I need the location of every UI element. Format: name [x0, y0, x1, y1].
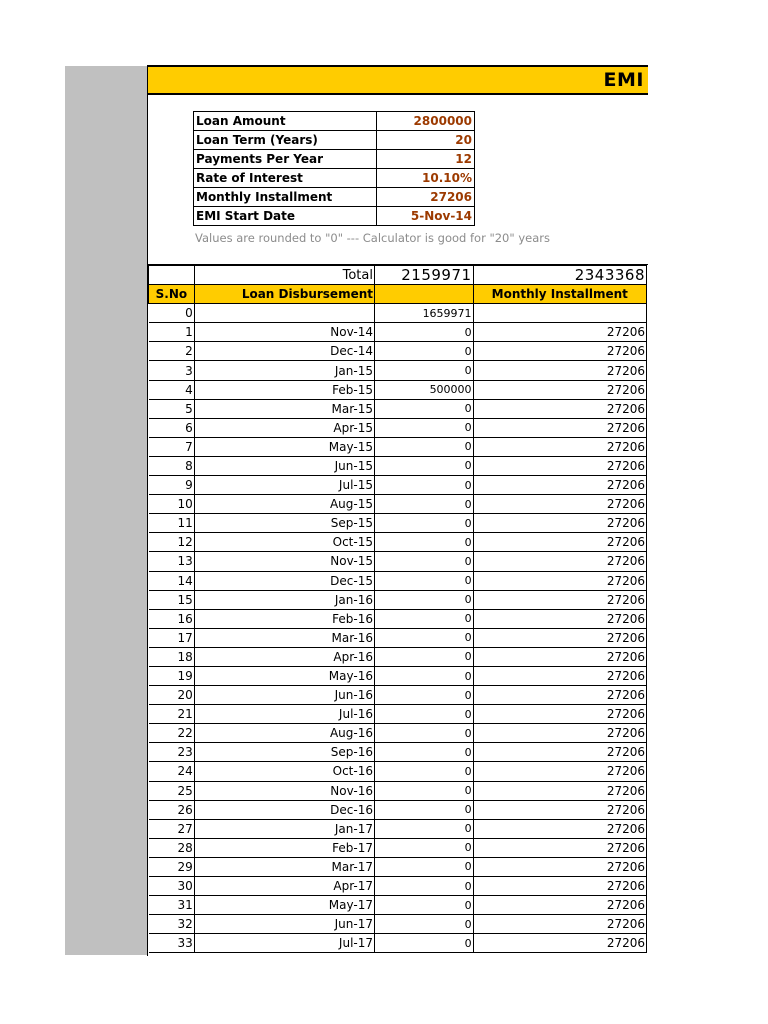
installment-cell[interactable]: 27206	[473, 552, 646, 571]
date-cell[interactable]: Nov-14	[194, 323, 374, 342]
disbursement-cell[interactable]: 0	[375, 686, 474, 705]
disbursement-cell[interactable]: 0	[375, 399, 474, 418]
disbursement-cell[interactable]: 0	[375, 590, 474, 609]
disbursement-cell[interactable]: 0	[375, 476, 474, 495]
sno-cell[interactable]: 26	[149, 800, 195, 819]
date-cell[interactable]: Sep-15	[194, 514, 374, 533]
date-cell[interactable]: Dec-15	[194, 571, 374, 590]
disbursement-cell[interactable]: 0	[375, 781, 474, 800]
disbursement-cell[interactable]: 0	[375, 533, 474, 552]
sno-cell[interactable]: 28	[149, 838, 195, 857]
installment-cell[interactable]: 27206	[473, 686, 646, 705]
table-row	[149, 533, 647, 552]
title-bar	[148, 65, 648, 95]
header-disbursement[interactable]: Loan Disbursement	[194, 285, 374, 304]
sno-cell[interactable]: 20	[149, 686, 195, 705]
param-value[interactable]: 2800000	[377, 112, 475, 131]
installment-cell[interactable]: 27206	[473, 934, 646, 953]
disbursement-cell[interactable]: 0	[375, 896, 474, 915]
table-row	[149, 934, 647, 953]
param-label[interactable]: Rate of Interest	[194, 169, 377, 188]
header-installment[interactable]: Monthly Installment	[473, 285, 646, 304]
param-label[interactable]: Monthly Installment	[194, 188, 377, 207]
disbursement-cell[interactable]: 0	[375, 361, 474, 380]
table-row	[149, 877, 647, 896]
sno-cell[interactable]: 1	[149, 323, 195, 342]
param-row	[194, 112, 475, 131]
sno-cell[interactable]: 16	[149, 609, 195, 628]
installment-cell[interactable]: 27206	[473, 724, 646, 743]
disbursement-cell[interactable]: 0	[375, 514, 474, 533]
table-row	[149, 915, 647, 934]
date-cell[interactable]: May-15	[194, 437, 374, 456]
param-value[interactable]: 20	[377, 131, 475, 150]
disbursement-cell[interactable]: 0	[375, 571, 474, 590]
sno-cell[interactable]: 25	[149, 781, 195, 800]
param-value[interactable]: 5-Nov-14	[377, 207, 475, 226]
disbursement-cell[interactable]: 1659971	[375, 304, 474, 323]
param-label[interactable]: Payments Per Year	[194, 150, 377, 169]
disbursement-cell[interactable]: 0	[375, 915, 474, 934]
date-cell[interactable]: Dec-14	[194, 342, 374, 361]
emi-sheet	[147, 65, 647, 956]
installment-cell[interactable]: 27206	[473, 342, 646, 361]
table-row	[149, 590, 647, 609]
installment-cell[interactable]: 27206	[473, 800, 646, 819]
sno-cell[interactable]: 27	[149, 819, 195, 838]
installment-cell[interactable]: 27206	[473, 456, 646, 475]
sno-cell[interactable]: 14	[149, 571, 195, 590]
date-cell[interactable]: Jul-16	[194, 705, 374, 724]
installment-cell[interactable]: 27206	[473, 877, 646, 896]
sno-cell[interactable]: 17	[149, 628, 195, 647]
date-cell[interactable]: Aug-15	[194, 495, 374, 514]
disbursement-cell[interactable]: 0	[375, 877, 474, 896]
sno-cell[interactable]: 32	[149, 915, 195, 934]
date-cell[interactable]: Mar-16	[194, 628, 374, 647]
disbursement-cell[interactable]: 0	[375, 456, 474, 475]
sno-cell[interactable]: 21	[149, 705, 195, 724]
table-row	[149, 819, 647, 838]
param-label[interactable]: EMI Start Date	[194, 207, 377, 226]
sno-cell[interactable]: 33	[149, 934, 195, 953]
date-cell[interactable]: Nov-16	[194, 781, 374, 800]
disbursement-cell[interactable]: 0	[375, 705, 474, 724]
left-gutter	[65, 66, 147, 955]
sno-cell[interactable]: 5	[149, 399, 195, 418]
installment-cell[interactable]: 27206	[473, 514, 646, 533]
disbursement-cell[interactable]: 0	[375, 495, 474, 514]
table-row	[149, 800, 647, 819]
date-cell[interactable]	[194, 304, 374, 323]
date-cell[interactable]: Jun-16	[194, 686, 374, 705]
installment-cell[interactable]: 27206	[473, 361, 646, 380]
date-cell[interactable]: Jan-15	[194, 361, 374, 380]
sno-cell[interactable]: 19	[149, 666, 195, 685]
installment-cell[interactable]: 27206	[473, 647, 646, 666]
sno-cell[interactable]: 11	[149, 514, 195, 533]
total-installment[interactable]: 2343368	[473, 266, 646, 285]
date-cell[interactable]: Jan-16	[194, 590, 374, 609]
table-row	[149, 304, 647, 323]
date-cell[interactable]: Feb-15	[194, 380, 374, 399]
installment-cell[interactable]: 27206	[473, 838, 646, 857]
sno-cell[interactable]: 7	[149, 437, 195, 456]
date-cell[interactable]: May-16	[194, 666, 374, 685]
date-cell[interactable]: Apr-16	[194, 647, 374, 666]
table-row	[149, 323, 647, 342]
table-row	[149, 705, 647, 724]
sno-cell[interactable]: 9	[149, 476, 195, 495]
header-row	[149, 285, 647, 304]
disbursement-cell[interactable]: 0	[375, 743, 474, 762]
date-cell[interactable]: Feb-17	[194, 838, 374, 857]
param-label[interactable]: Loan Term (Years)	[194, 131, 377, 150]
date-cell[interactable]: Jan-17	[194, 819, 374, 838]
disbursement-cell[interactable]: 0	[375, 323, 474, 342]
disbursement-cell[interactable]: 0	[375, 762, 474, 781]
table-row	[149, 609, 647, 628]
date-cell[interactable]: Mar-17	[194, 857, 374, 876]
param-value[interactable]: 12	[377, 150, 475, 169]
installment-cell[interactable]: 27206	[473, 590, 646, 609]
installment-cell[interactable]: 27206	[473, 571, 646, 590]
table-row	[149, 514, 647, 533]
date-cell[interactable]: Sep-16	[194, 743, 374, 762]
table-row	[149, 857, 647, 876]
date-cell[interactable]: Apr-15	[194, 418, 374, 437]
installment-cell[interactable]: 27206	[473, 323, 646, 342]
sno-cell[interactable]: 2	[149, 342, 195, 361]
disbursement-cell[interactable]: 0	[375, 819, 474, 838]
installment-cell[interactable]: 27206	[473, 819, 646, 838]
totals-label[interactable]: Total	[194, 266, 374, 285]
table-row	[149, 647, 647, 666]
header-sno[interactable]: S.No	[149, 285, 195, 304]
table-row	[149, 380, 647, 399]
page-title: EMI	[603, 69, 644, 91]
sno-cell[interactable]: 23	[149, 743, 195, 762]
header-blank[interactable]	[375, 285, 474, 304]
table-row	[149, 418, 647, 437]
installment-cell[interactable]: 27206	[473, 915, 646, 934]
date-cell[interactable]: Oct-16	[194, 762, 374, 781]
param-row	[194, 169, 475, 188]
date-cell[interactable]: Mar-15	[194, 399, 374, 418]
disbursement-cell[interactable]: 0	[375, 800, 474, 819]
installment-cell[interactable]: 27206	[473, 380, 646, 399]
table-row	[149, 686, 647, 705]
totals-blank-cell[interactable]	[149, 266, 195, 285]
disbursement-cell[interactable]: 0	[375, 418, 474, 437]
installment-cell[interactable]: 27206	[473, 762, 646, 781]
loan-parameters-table	[193, 111, 475, 226]
sno-cell[interactable]: 8	[149, 456, 195, 475]
installment-cell[interactable]: 27206	[473, 418, 646, 437]
disbursement-cell[interactable]: 0	[375, 609, 474, 628]
rounding-note: Values are rounded to "0" --- Calculator is good for "20" years	[195, 231, 550, 245]
disbursement-cell[interactable]: 0	[375, 552, 474, 571]
date-cell[interactable]: Jun-17	[194, 915, 374, 934]
installment-cell[interactable]: 27206	[473, 666, 646, 685]
disbursement-cell[interactable]: 0	[375, 628, 474, 647]
table-row	[149, 628, 647, 647]
table-row	[149, 456, 647, 475]
param-value[interactable]: 10.10%	[377, 169, 475, 188]
sno-cell[interactable]: 12	[149, 533, 195, 552]
sno-cell[interactable]: 30	[149, 877, 195, 896]
table-row	[149, 724, 647, 743]
schedule-table	[148, 265, 647, 953]
installment-cell[interactable]: 27206	[473, 609, 646, 628]
param-row	[194, 188, 475, 207]
date-cell[interactable]: May-17	[194, 896, 374, 915]
totals-row	[149, 266, 647, 285]
disbursement-cell[interactable]: 0	[375, 666, 474, 685]
installment-cell[interactable]	[473, 304, 646, 323]
installment-cell[interactable]: 27206	[473, 476, 646, 495]
installment-cell[interactable]: 27206	[473, 533, 646, 552]
table-row	[149, 838, 647, 857]
installment-cell[interactable]: 27206	[473, 781, 646, 800]
table-row	[149, 571, 647, 590]
sno-cell[interactable]: 4	[149, 380, 195, 399]
installment-cell[interactable]: 27206	[473, 628, 646, 647]
table-row	[149, 762, 647, 781]
disbursement-cell[interactable]: 0	[375, 342, 474, 361]
param-row	[194, 150, 475, 169]
table-row	[149, 552, 647, 571]
table-row	[149, 896, 647, 915]
table-row	[149, 437, 647, 456]
installment-cell[interactable]: 27206	[473, 705, 646, 724]
installment-cell[interactable]: 27206	[473, 399, 646, 418]
installment-cell[interactable]: 27206	[473, 896, 646, 915]
table-row	[149, 476, 647, 495]
disbursement-cell[interactable]: 0	[375, 647, 474, 666]
sno-cell[interactable]: 24	[149, 762, 195, 781]
disbursement-cell[interactable]: 500000	[375, 380, 474, 399]
date-cell[interactable]: Feb-16	[194, 609, 374, 628]
param-label[interactable]: Loan Amount	[194, 112, 377, 131]
disbursement-cell[interactable]: 0	[375, 857, 474, 876]
sno-cell[interactable]: 18	[149, 647, 195, 666]
total-disbursement[interactable]: 2159971	[375, 266, 474, 285]
sno-cell[interactable]: 31	[149, 896, 195, 915]
date-cell[interactable]: Dec-16	[194, 800, 374, 819]
param-row	[194, 131, 475, 150]
table-row	[149, 666, 647, 685]
disbursement-cell[interactable]: 0	[375, 838, 474, 857]
table-row	[149, 495, 647, 514]
date-cell[interactable]: Jul-17	[194, 934, 374, 953]
sno-cell[interactable]: 22	[149, 724, 195, 743]
sno-cell[interactable]: 10	[149, 495, 195, 514]
table-row	[149, 781, 647, 800]
sno-cell[interactable]: 3	[149, 361, 195, 380]
installment-cell[interactable]: 27206	[473, 857, 646, 876]
table-row	[149, 361, 647, 380]
date-cell[interactable]: Oct-15	[194, 533, 374, 552]
sno-cell[interactable]: 29	[149, 857, 195, 876]
installment-cell[interactable]: 27206	[473, 743, 646, 762]
sno-cell[interactable]: 15	[149, 590, 195, 609]
sno-cell[interactable]: 0	[149, 304, 195, 323]
date-cell[interactable]: Nov-15	[194, 552, 374, 571]
table-row	[149, 342, 647, 361]
installment-cell[interactable]: 27206	[473, 495, 646, 514]
disbursement-cell[interactable]: 0	[375, 934, 474, 953]
param-row	[194, 207, 475, 226]
date-cell[interactable]: Aug-16	[194, 724, 374, 743]
param-value[interactable]: 27206	[377, 188, 475, 207]
date-cell[interactable]: Apr-17	[194, 877, 374, 896]
date-cell[interactable]: Jun-15	[194, 456, 374, 475]
sno-cell[interactable]: 13	[149, 552, 195, 571]
disbursement-cell[interactable]: 0	[375, 724, 474, 743]
installment-cell[interactable]: 27206	[473, 437, 646, 456]
disbursement-cell[interactable]: 0	[375, 437, 474, 456]
sno-cell[interactable]: 6	[149, 418, 195, 437]
table-row	[149, 743, 647, 762]
table-row	[149, 399, 647, 418]
date-cell[interactable]: Jul-15	[194, 476, 374, 495]
